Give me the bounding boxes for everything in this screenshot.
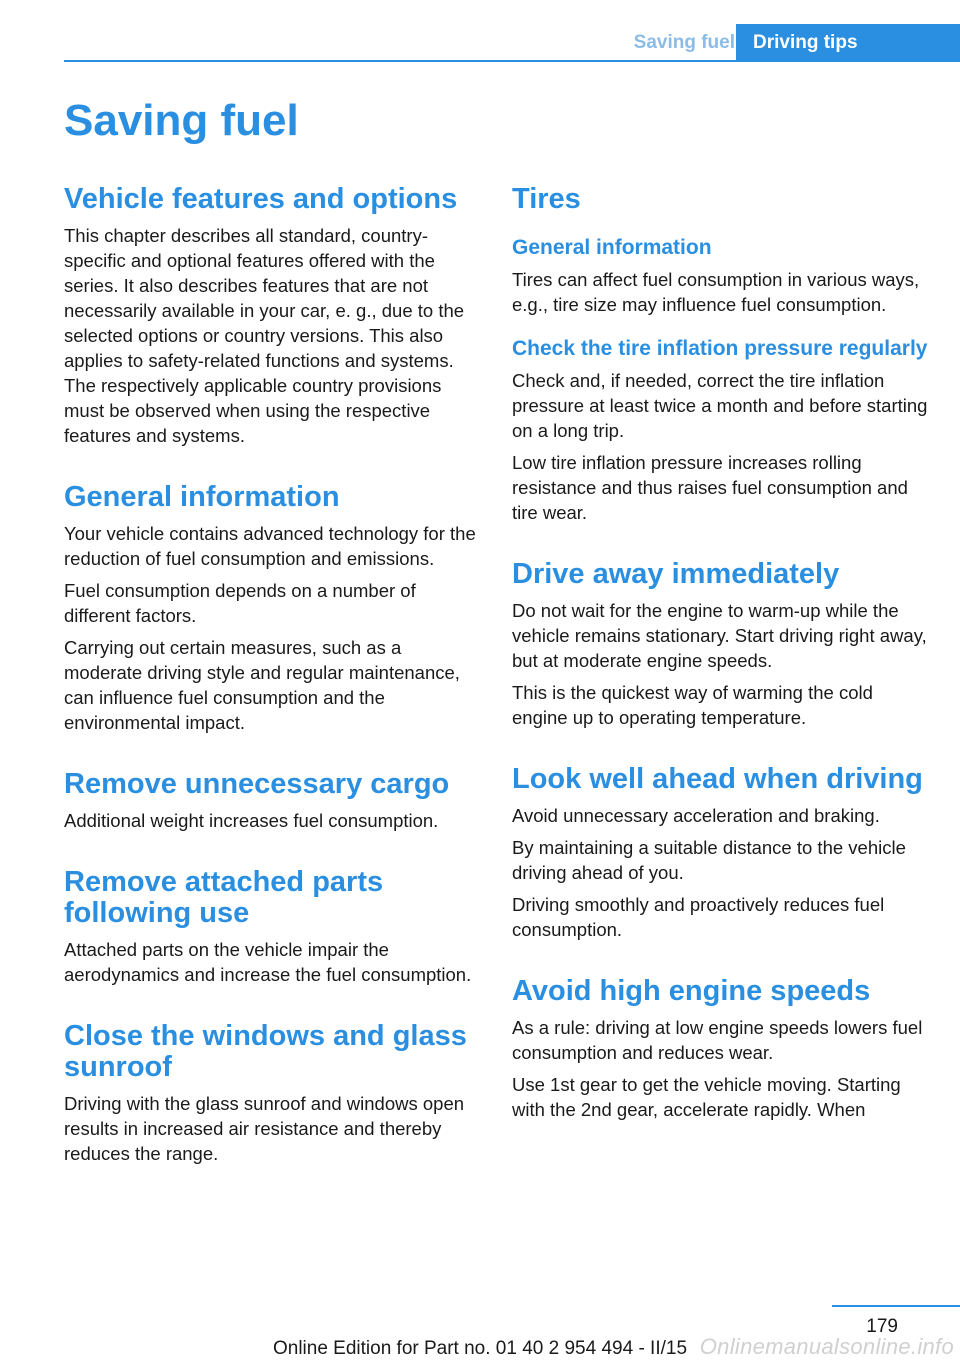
paragraph: Avoid unnecessary acceleration and braking. [512,805,880,826]
paragraph: Use 1st gear to get the vehicle moving. Starting with the 2nd gear, accelerate rapidly. When [512,1074,901,1120]
edition-note: Online Edition for Part no. 01 40 2 954 494 - II/15 [272,1338,688,1359]
footer-rule [832,1305,960,1307]
paragraph: Your vehicle contains advanced technology for the reduction of fuel consumption and emissions. [64,523,476,569]
heading-look-ahead: Look well ahead when driving [512,763,923,795]
watermark: Onlinemanualsonline.info [699,1334,954,1359]
subheading-tires-general: General information [512,236,712,259]
subheading-tire-pressure: Check the tire inflation pressure regularly [512,337,928,360]
heading-vehicle-features: Vehicle features and options [64,183,458,215]
paragraph: As a rule: driving at low engine speeds lowers fuel consumption and reduces wear. [512,1017,923,1063]
heading-drive-away: Drive away immediately [512,558,840,590]
paragraph: Tires can affect fuel consumption in various ways, e.g., tire size may influence fuel consumption. [512,269,920,315]
header-chapter-tab[interactable]: Driving tips [736,24,960,62]
heading-tires: Tires [512,183,581,215]
paragraph: Additional weight increases fuel consumption. [64,810,439,831]
paragraph: This chapter describes all standard, country-specific and optional features offered with the series. It also describes features that are not necessarily available in your car, e. g., due to the selected options or country versions. This also applies to safety-related functions and systems. The respectively applicable country provisions must be observed when using the respective features and systems. [64,225,465,446]
heading-remove-cargo: Remove unnecessary cargo [64,768,450,800]
paragraph: By maintaining a suitable distance to the vehicle driving ahead of you. [512,837,906,883]
left-column [64,184,480,1173]
heading-avoid-high-speeds: Avoid high engine speeds [512,975,871,1007]
paragraph: Driving with the glass sunroof and windows open results in increased air resistance and thereby reduces the range. [64,1093,465,1164]
heading-close-windows: Close the windows and glass sunroof [64,1020,467,1083]
right-column [512,184,928,1129]
heading-general-information: General information [64,481,340,513]
paragraph: Fuel consumption depends on a number of different factors. [64,580,416,626]
paragraph: Check and, if needed, correct the tire inflation pressure at least twice a month and before starting on a long trip. [512,370,928,441]
paragraph: Attached parts on the vehicle impair the aerodynamics and increase the fuel consumption. [64,939,472,985]
paragraph: Do not wait for the engine to warm-up while the vehicle remains stationary. Start driving right away, but at moderate engine speeds. [512,600,927,671]
page-title: Saving fuel [64,96,299,145]
header-section-label[interactable]: Saving fuel [633,32,735,53]
paragraph: Low tire inflation pressure increases rolling resistance and thus raises fuel consumption and tire wear. [512,452,908,523]
page-number: 179 [866,1316,898,1337]
paragraph: This is the quickest way of warming the cold engine up to operating temperature. [512,682,873,728]
paragraph: Carrying out certain measures, such as a moderate driving style and regular maintenance, can influence fuel consumption and the environmental impact. [64,637,460,733]
heading-remove-attached-parts: Remove attached parts following use [64,866,384,929]
paragraph: Driving smoothly and proactively reduces fuel consumption. [512,894,885,940]
